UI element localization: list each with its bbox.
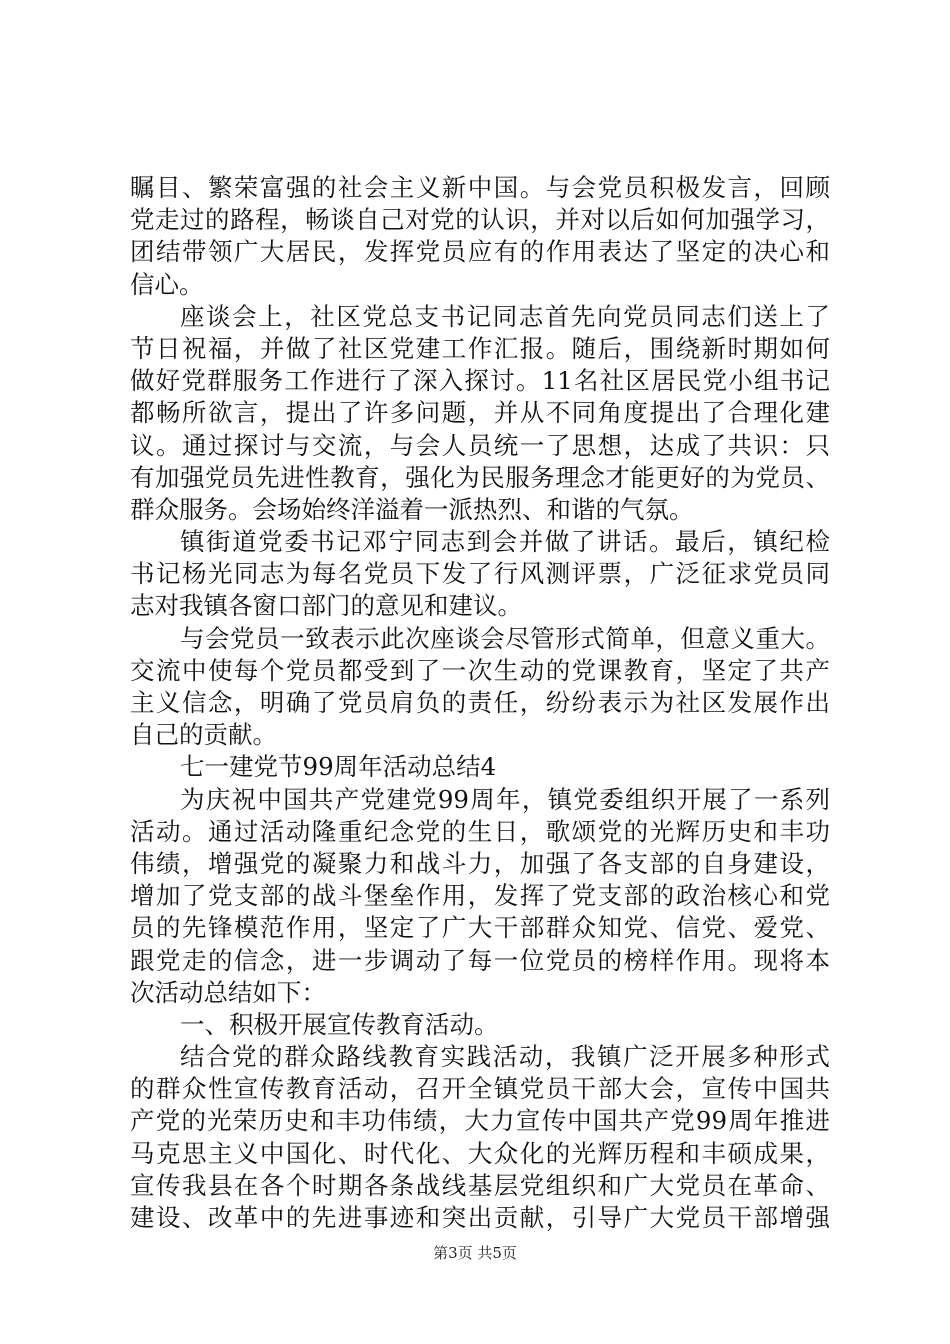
text-line: 自己的贡献。 (130, 720, 277, 750)
text-line: 七一建党节99周年活动总结4 (180, 752, 497, 782)
text-line: 一、积极开展宣传教育活动。 (180, 1009, 499, 1039)
text-line: 瞩目、繁荣富强的社会主义新中国。与会党员积极发言，回顾 (130, 173, 830, 202)
text-line: 志对我镇各窗口部门的意见和建议。 (130, 591, 522, 621)
text-line: 产党的光荣历史和丰功伟绩，大力宣传中国共产党99周年推进 (130, 1106, 830, 1136)
document-body (130, 172, 830, 1234)
page-footer: 第3页 共5页 (433, 1244, 517, 1262)
text-line: 议。通过探讨与交流，与会人员统一了思想，达成了共识：只 (130, 430, 830, 460)
text-line: 跟党走的信念，进一步调动了每一位党员的榜样作用。现将本 (130, 945, 830, 975)
text-line: 的群众性宣传教育活动，召开全镇党员干部大会，宣传中国共 (130, 1074, 830, 1104)
text-line: 为庆祝中国共产党建党99周年，镇党委组织开展了一系列 (180, 784, 830, 814)
text-line: 团结带领广大居民，发挥党员应有的作用表达了坚定的决心和 (130, 237, 830, 267)
text-line: 结合党的群众路线教育实践活动，我镇广泛开展多种形式 (180, 1042, 830, 1072)
text-line: 节日祝福，并做了社区党建工作汇报。随后，围绕新时期如何 (130, 333, 830, 363)
text-line: 都畅所欲言，提出了许多问题，并从不同角度提出了合理化建 (130, 398, 830, 428)
text-line: 座谈会上，社区党总支书记同志首先向党员同志们送上了 (180, 301, 830, 331)
text-line: 群众服务。会场始终洋溢着一派热烈、和谐的气氛。 (130, 494, 694, 524)
text-line: 与会党员一致表示此次座谈会尽管形式简单，但意义重大。 (180, 623, 830, 653)
text-line: 有加强党员先进性教育，强化为民服务理念才能更好的为党员、 (130, 462, 830, 492)
text-line: 主义信念，明确了党员肩负的责任，纷纷表示为社区发展作出 (130, 688, 830, 717)
text-line: 宣传我县在各个时期各条战线基层党组织和广大党员在革命、 (130, 1170, 830, 1200)
text-line: 做好党群服务工作进行了深入探讨。11名社区居民党小组书记 (130, 366, 830, 396)
text-line: 伟绩，增强党的凝聚力和战斗力，加强了各支部的自身建设， (130, 848, 830, 878)
text-line: 信心。 (130, 269, 204, 299)
text-line: 员的先锋模范作用，坚定了广大干部群众知党、信党、爱党、 (130, 913, 830, 943)
text-line: 活动。通过活动隆重纪念党的生日，歌颂党的光辉历史和丰功 (130, 816, 830, 846)
text-line: 增加了党支部的战斗堡垒作用，发挥了党支部的政治核心和党 (130, 881, 830, 911)
text-line: 建设、改革中的先进事迹和突出贡献，引导广大党员干部增强 (130, 1203, 830, 1232)
text-line: 次活动总结如下： (130, 977, 326, 1007)
text-line: 交流中使每个党员都受到了一次生动的党课教育，坚定了共产 (130, 655, 830, 685)
text-line: 书记杨光同志为每名党员下发了行风测评票，广泛征求党员同 (130, 559, 830, 589)
text-line: 党走过的路程，畅谈自己对党的认识，并对以后如何加强学习， (130, 205, 830, 235)
text-line: 马克思主义中国化、时代化、大众化的光辉历程和丰硕成果， (130, 1138, 830, 1168)
text-line: 镇街道党委书记邓宁同志到会并做了讲话。最后，镇纪检 (180, 527, 830, 557)
